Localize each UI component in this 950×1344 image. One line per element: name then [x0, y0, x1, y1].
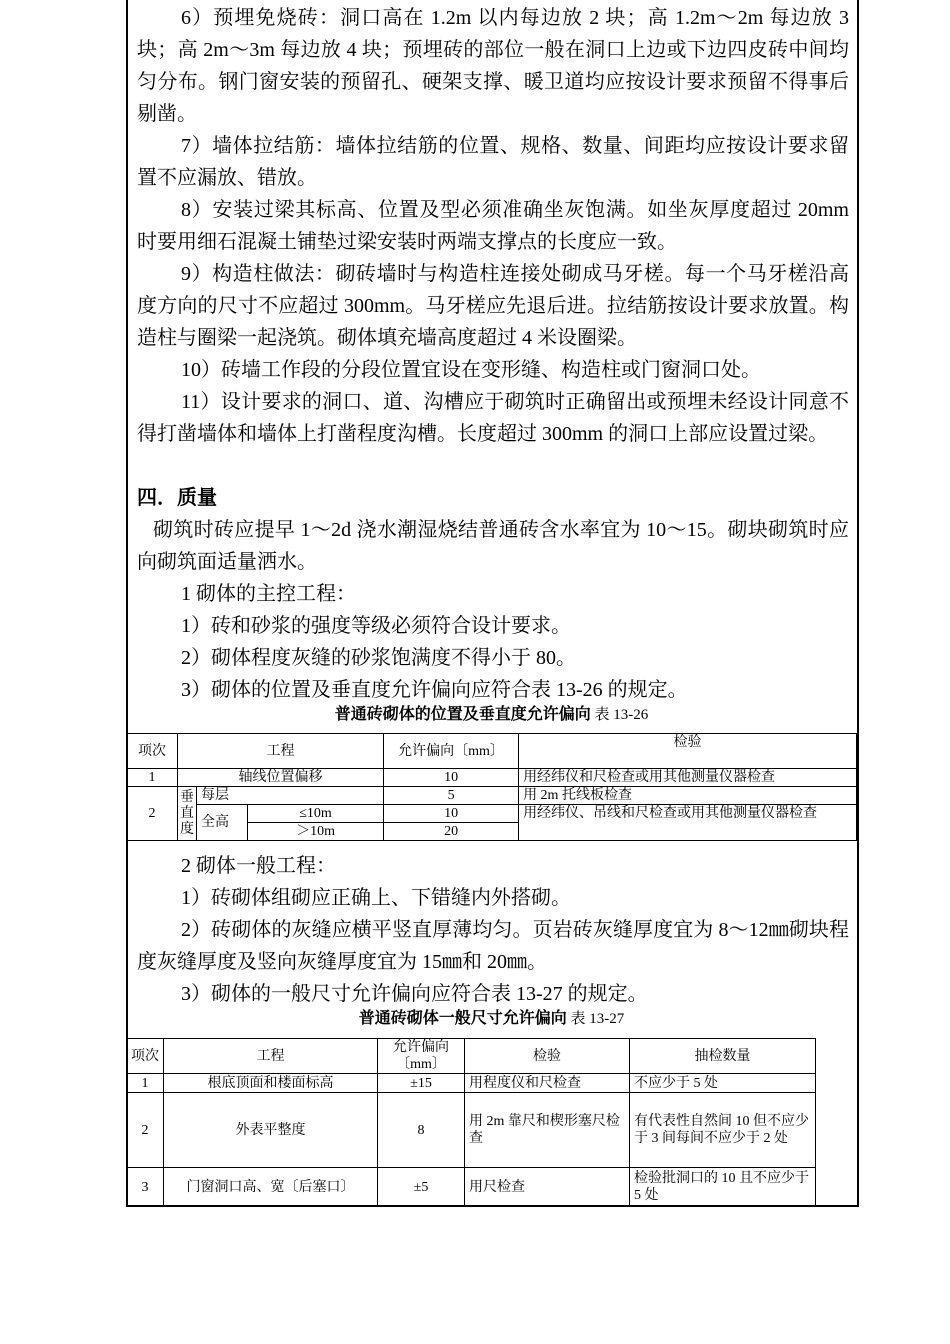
t2-header-check: 检验: [465, 1039, 630, 1074]
t2-header-qty: 抽检数量: [630, 1039, 816, 1074]
paragraph-8: 8）安装过梁其标高、位置及型必须准确坐灰饱满。如坐灰厚度超过 20mm 时要用细石混凝土铺垫过梁安装时两端支撑点的长度应一致。: [137, 199, 849, 253]
t1-r2-full: 全高: [197, 805, 248, 841]
t1-header-check: 检验: [519, 734, 857, 769]
paragraph-9: 9）构造柱做法：砌砖墙时与构造柱连接处砌成马牙槎。每一个马牙槎沿高度方向的尺寸不应超过 300mm。马牙槎应先退后进。拉结筋按设计要求放置。构造柱与圈梁一起浇筑。砌体填充墙高度超过 4 米设圈梁。: [137, 263, 849, 349]
table1-caption: [126, 705, 857, 725]
t2-row2-item: 外表平整度: [164, 1093, 378, 1168]
t1-r2-gt10-tol: 20: [384, 823, 519, 841]
t2-row3-no: 3: [127, 1168, 164, 1207]
t2-header-tol: 允许偏向〔mm〕: [378, 1039, 465, 1074]
table1-caption-no: 表 13-26: [594, 707, 649, 723]
t1-r1-item: 轴线位置偏移: [178, 769, 384, 787]
t1-r2-floor: 每层: [197, 787, 384, 805]
t2-row1-check: 用程度仪和尺检查: [465, 1074, 630, 1093]
table2-caption-no: 表 13-27: [570, 1011, 625, 1027]
t2-row1-item: 根底顶面和楼面标高: [164, 1074, 378, 1093]
t1-r2-full-check: 用经纬仪、吊线和尺检查或用其他测量仪器检查: [519, 805, 857, 841]
paragraph-6: 6）预埋免烧砖：洞口高在 1.2m 以内每边放 2 块；高 1.2m～2m 每边放 3 块；高 2m～3m 每边放 4 块；预埋砖的部位一般在洞口上边或下边四皮砖中间均匀分布。钢门窗安装的预留孔、硬架支撑、暖卫道均应按设计要求预留不得事后剔凿。: [137, 7, 849, 125]
t1-header-no: 项次: [127, 734, 178, 769]
t1-r1-no: 1: [127, 769, 178, 787]
t2-row1-no: 1: [127, 1074, 164, 1093]
main-item-2: 2）砌体程度灰缝的砂浆饱满度不得小于 80。: [181, 647, 576, 669]
quality-intro: 砌筑时砖应提早 1～2d 浇水潮湿烧结普通砖含水率宜为 10～15。砌块砌筑时应向砌筑面适量洒水。: [137, 519, 849, 573]
section-heading: 四．质量: [137, 487, 217, 509]
general-item-1: 1）砖砌体组砌应正确上、下错缝内外搭砌。: [181, 887, 571, 909]
t1-r2-floor-tol: 5: [384, 787, 519, 805]
main-items-title: 1 砌体的主控工程：: [181, 583, 356, 605]
paragraph-7: 7）墙体拉结筋：墙体拉结筋的位置、规格、数量、间距均应按设计要求留置不应漏放、错放。: [137, 135, 849, 189]
t2-row1-tol: ±15: [378, 1074, 465, 1093]
t2-header-no: 项次: [127, 1039, 164, 1074]
t1-r2-le10-tol: 10: [384, 805, 519, 823]
general-items-title: 2 砌体一般工程：: [181, 855, 336, 877]
table2-caption-title: 普通砖砌体一般尺寸允许偏向: [358, 1010, 567, 1027]
t1-r2-le10: ≤10m: [248, 805, 384, 823]
general-item-3: 3）砌体的一般尺寸允许偏向应符合表 13-27 的规定。: [181, 983, 648, 1005]
t1-r1-check: 用经纬仪和尺检查或用其他测量仪器检查: [519, 769, 857, 787]
table-13-27: [126, 1038, 816, 1207]
t2-row2-no: 2: [127, 1093, 164, 1168]
t2-header-item: 工程: [164, 1039, 378, 1074]
t1-header-item: 工程: [178, 734, 384, 769]
t2-row2-qty: 有代表性自然间 10 但不应少于 3 间每间不应少于 2 处: [630, 1093, 816, 1168]
t2-row1-qty: 不应少于 5 处: [630, 1074, 816, 1093]
t1-r2-floor-check: 用 2m 托线板检查: [519, 787, 857, 805]
t2-row3-check: 用尺检查: [465, 1168, 630, 1207]
t1-r1-tol: 10: [384, 769, 519, 787]
t2-row3-item: 门窗洞口高、宽〔后塞口〕: [164, 1168, 378, 1207]
t2-row2-check: 用 2m 靠尺和楔形塞尺检查: [465, 1093, 630, 1168]
t1-r2-group: 垂直度: [178, 787, 197, 841]
main-item-3: 3）砌体的位置及垂直度允许偏向应符合表 13-26 的规定。: [181, 679, 688, 701]
table-13-26: [126, 733, 857, 841]
t2-row3-tol: ±5: [378, 1168, 465, 1207]
paragraph-10: 10）砖墙工作段的分段位置宜设在变形缝、构造柱或门窗洞口处。: [181, 359, 761, 381]
paragraph-11: 11）设计要求的洞口、道、沟槽应于砌筑时正确留出或预埋未经设计同意不得打凿墙体和墙体上打凿程度沟槽。长度超过 300mm 的洞口上部应设置过梁。: [137, 391, 849, 445]
general-item-2: 2）砖砌体的灰缝应横平竖直厚薄均匀。页岩砖灰缝厚度宜为 8～12㎜砌块程度灰缝厚度及竖向灰缝厚度宜为 15㎜和 20㎜。: [137, 919, 849, 973]
t1-r2-gt10: ＞10m: [248, 823, 384, 841]
t2-row2-tol: 8: [378, 1093, 465, 1168]
t1-header-tol: 允许偏向〔mm〕: [384, 734, 519, 769]
t1-r2-no: 2: [127, 787, 178, 841]
main-item-1: 1）砖和砂浆的强度等级必须符合设计要求。: [181, 615, 571, 637]
table1-caption-title: 普通砖砌体的位置及垂直度允许偏向: [334, 706, 591, 723]
t2-row3-qty: 检验批洞口的 10 且不应少于 5 处: [630, 1168, 816, 1207]
table2-caption: [126, 1009, 857, 1029]
